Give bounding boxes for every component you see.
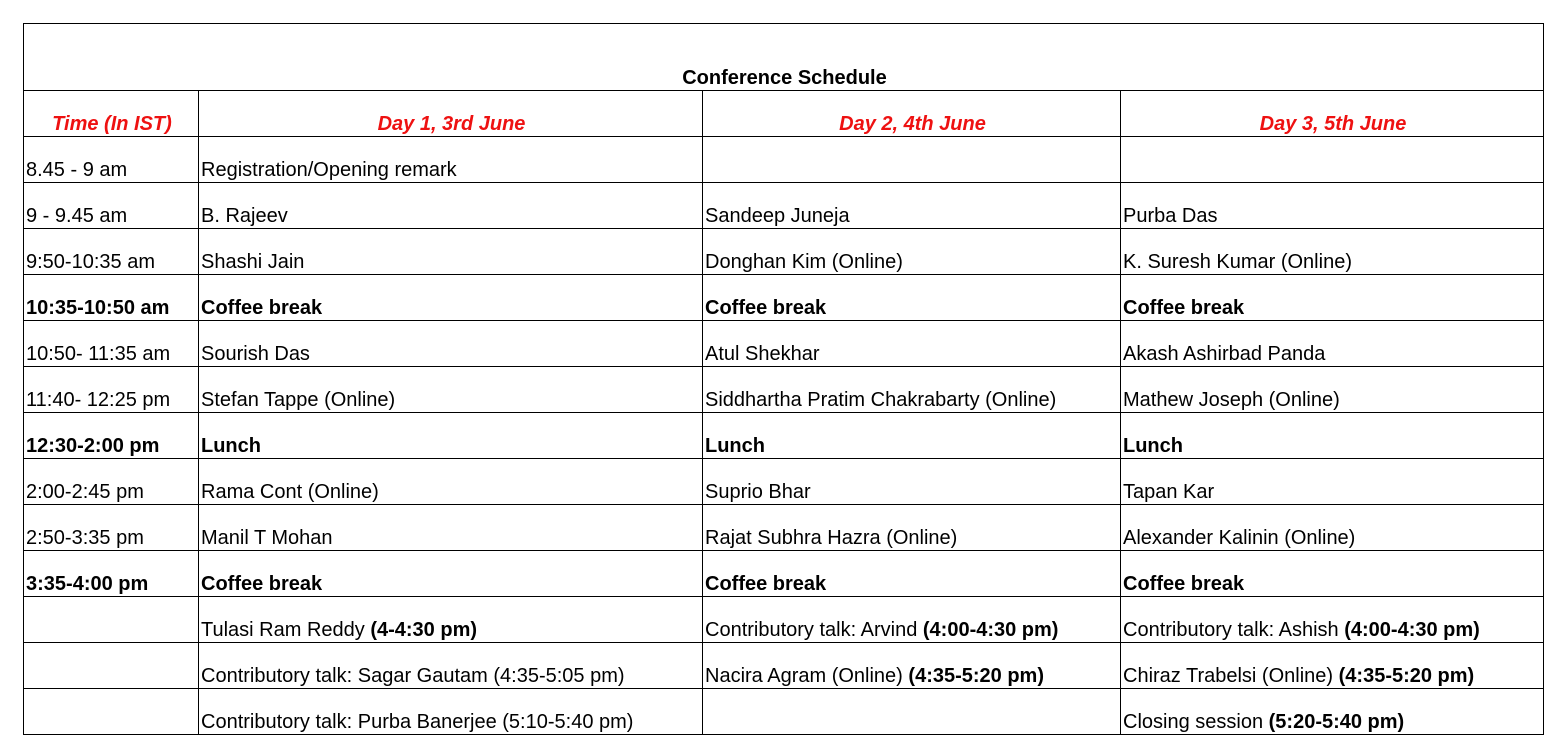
day3-cell: Tapan Kar (1121, 459, 1544, 505)
time-cell: 12:30-2:00 pm (24, 413, 199, 459)
day2-cell: Donghan Kim (Online) (703, 229, 1121, 275)
session-time: (5:20-5:40 pm) (1268, 711, 1405, 733)
day1-cell: Rama Cont (Online) (199, 459, 703, 505)
table-row (24, 597, 1544, 643)
day3-cell: Purba Das (1121, 183, 1544, 229)
day1-cell: Lunch (199, 413, 703, 459)
day1-cell: Sourish Das (199, 321, 703, 367)
day1-cell: Coffee break (199, 551, 703, 597)
session-text: Contributory talk: Ashish (1123, 619, 1345, 641)
time-cell: 2:00-2:45 pm (24, 459, 199, 505)
day3-cell: Alexander Kalinin (Online) (1121, 505, 1544, 551)
time-cell: 10:35-10:50 am (24, 275, 199, 321)
session-time: (4:00-4:30 pm) (1344, 619, 1480, 641)
header-time: Time (In IST) (24, 91, 199, 137)
header-day-3: Day 3, 5th June (1121, 91, 1544, 137)
session-text: Contributory talk: Arvind (705, 619, 923, 641)
time-cell (24, 643, 199, 689)
day2-cell (703, 643, 1121, 689)
time-cell: 11:40- 12:25 pm (24, 367, 199, 413)
day3-cell: Mathew Joseph (Online) (1121, 367, 1544, 413)
day3-cell (1121, 137, 1544, 183)
day2-cell: Coffee break (703, 275, 1121, 321)
day1-cell: Stefan Tappe (Online) (199, 367, 703, 413)
day2-cell: Suprio Bhar (703, 459, 1121, 505)
day1-cell: B. Rajeev (199, 183, 703, 229)
day2-cell (703, 689, 1121, 735)
time-cell: 2:50-3:35 pm (24, 505, 199, 551)
day1-cell: Registration/Opening remark (199, 137, 703, 183)
table-row (24, 459, 1544, 505)
day3-cell: Coffee break (1121, 551, 1544, 597)
table-row (24, 183, 1544, 229)
table-row (24, 689, 1544, 735)
session-time: (4:35-5:20 pm) (1338, 665, 1475, 687)
day3-cell (1121, 597, 1544, 643)
day2-cell: Coffee break (703, 551, 1121, 597)
time-cell (24, 597, 199, 643)
day3-cell: K. Suresh Kumar (Online) (1121, 229, 1544, 275)
conference-schedule-table (23, 23, 1544, 735)
table-row (24, 275, 1544, 321)
day1-cell: Manil T Mohan (199, 505, 703, 551)
session-text: Nacira Agram (Online) (705, 665, 909, 687)
day3-cell: Akash Ashirbad Panda (1121, 321, 1544, 367)
header-day-1: Day 1, 3rd June (199, 91, 703, 137)
day1-cell: Contributory talk: Purba Banerjee (5:10-5:40 pm) (199, 689, 703, 735)
day2-cell: Rajat Subhra Hazra (Online) (703, 505, 1121, 551)
day3-cell: Lunch (1121, 413, 1544, 459)
time-cell (24, 689, 199, 735)
day1-cell: Shashi Jain (199, 229, 703, 275)
session-time: (4:35-5:20 pm) (908, 665, 1045, 687)
time-cell: 8.45 - 9 am (24, 137, 199, 183)
table-row (24, 137, 1544, 183)
session-time: (4-4:30 pm) (370, 619, 478, 641)
day2-cell: Siddhartha Pratim Chakrabarty (Online) (703, 367, 1121, 413)
day2-cell: Lunch (703, 413, 1121, 459)
session-time: (4:00-4:30 pm) (922, 619, 1059, 641)
session-text: Chiraz Trabelsi (Online) (1123, 665, 1339, 687)
table-row (24, 643, 1544, 689)
table-row (24, 321, 1544, 367)
table-row (24, 229, 1544, 275)
table-row (24, 551, 1544, 597)
day1-cell: Coffee break (199, 275, 703, 321)
day1-cell: Contributory talk: Sagar Gautam (4:35-5:05 pm) (199, 643, 703, 689)
time-cell: 9 - 9.45 am (24, 183, 199, 229)
table-row (24, 505, 1544, 551)
day2-cell: Sandeep Juneja (703, 183, 1121, 229)
day2-cell: Atul Shekhar (703, 321, 1121, 367)
schedule-title: Conference Schedule (24, 24, 1544, 91)
day3-cell: Coffee break (1121, 275, 1544, 321)
time-cell: 9:50-10:35 am (24, 229, 199, 275)
session-text: Closing session (1123, 711, 1269, 733)
day3-cell (1121, 643, 1544, 689)
day2-cell (703, 137, 1121, 183)
day1-cell (199, 597, 703, 643)
day3-cell (1121, 689, 1544, 735)
table-row (24, 367, 1544, 413)
time-cell: 3:35-4:00 pm (24, 551, 199, 597)
time-cell: 10:50- 11:35 am (24, 321, 199, 367)
session-text: Tulasi Ram Reddy (201, 619, 371, 641)
header-day-2: Day 2, 4th June (703, 91, 1121, 137)
day2-cell (703, 597, 1121, 643)
table-row (24, 413, 1544, 459)
